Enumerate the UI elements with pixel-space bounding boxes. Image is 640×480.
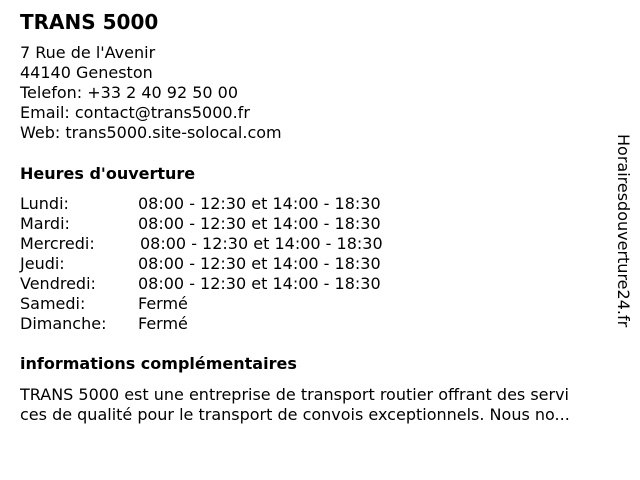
day-label: Lundi: [20,194,69,213]
day-label: Jeudi: [20,254,65,273]
info-text-line: TRANS 5000 est une entreprise de transport routier offrant des servi [20,385,569,404]
contact-block [20,43,282,143]
address-city: 44140 Geneston [20,63,153,82]
day-label: Mercredi: [20,234,95,253]
phone-line: Telefon: +33 2 40 92 50 00 [20,83,239,102]
day-label: Vendredi: [20,274,96,293]
info-text-line: ces de qualité pour le transport de convois exceptionnels. Nous no... [20,405,570,424]
hours-value: 08:00 - 12:30 et 14:00 - 18:30 [138,194,381,213]
hours-value: 08:00 - 12:30 et 14:00 - 18:30 [138,214,381,233]
day-label: Mardi: [20,214,70,233]
email-line: Email: contact@trans5000.fr [20,103,250,122]
day-label: Samedi: [20,294,86,313]
web-line: Web: trans5000.site-solocal.com [20,123,282,142]
hours-value: Fermé [138,314,188,333]
hours-value: Fermé [138,294,188,313]
address-street: 7 Rue de l'Avenir [20,43,156,62]
hours-value: 08:00 - 12:30 et 14:00 - 18:30 [138,254,381,273]
hours-value: 08:00 - 12:30 et 14:00 - 18:30 [138,274,381,293]
site-watermark: Horairesdouverture24.fr [614,134,633,328]
additional-info-text [20,385,620,425]
opening-hours-heading: Heures d'ouverture [20,164,196,183]
business-name: TRANS 5000 [20,10,159,34]
day-label: Dimanche: [20,314,107,333]
additional-info-heading: informations complémentaires [20,354,297,373]
hours-value: 08:00 - 12:30 et 14:00 - 18:30 [140,234,383,253]
